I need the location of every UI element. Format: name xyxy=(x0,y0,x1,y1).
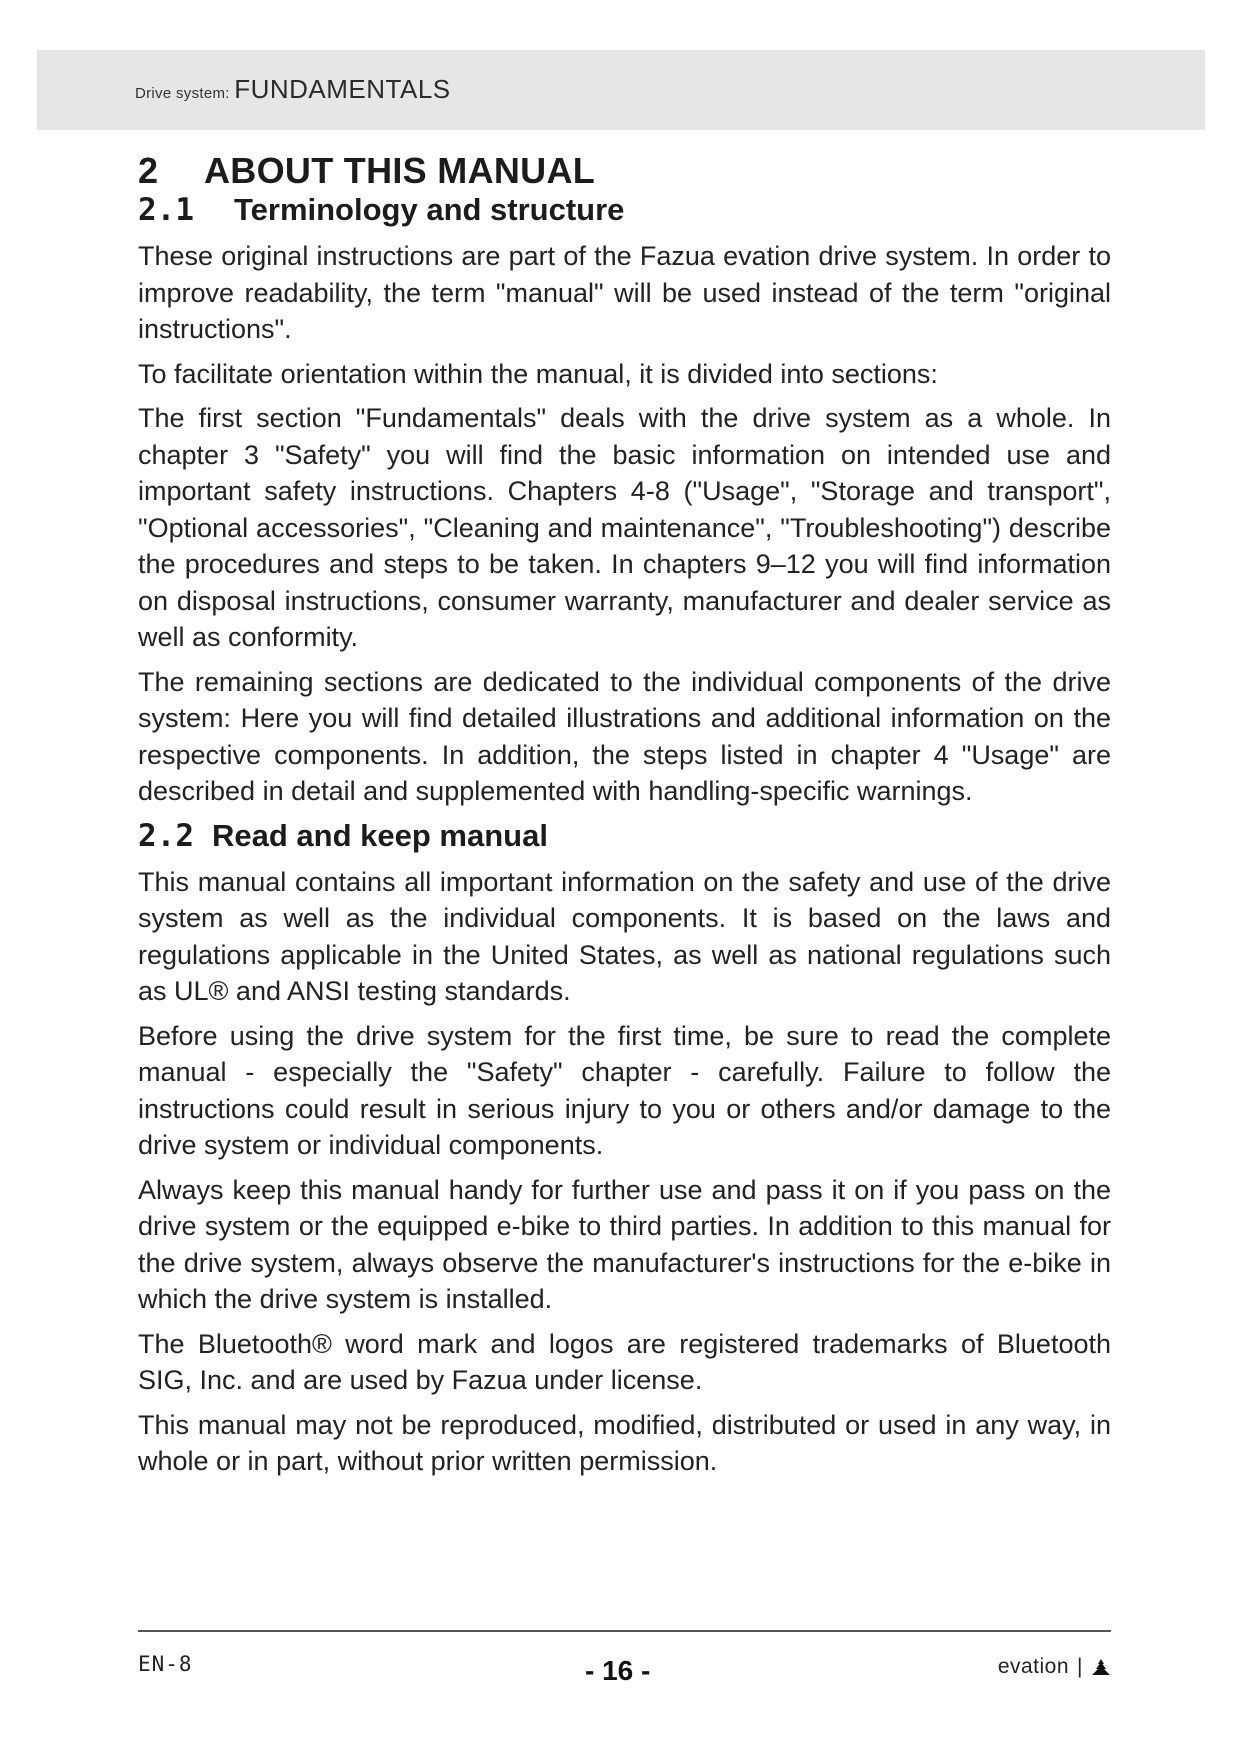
section-number: 2.1 xyxy=(138,192,194,228)
chapter-heading xyxy=(138,150,1111,192)
page-number: - 16 - xyxy=(585,1655,651,1686)
chapter-number: 2 xyxy=(138,150,159,191)
running-header xyxy=(135,74,451,105)
brand-separator: | xyxy=(1077,1655,1083,1678)
footer-doc-code: EN-8 xyxy=(138,1652,193,1676)
header-prefix: Drive system: xyxy=(135,85,230,102)
section-heading-2-2 xyxy=(138,818,1111,854)
header-band xyxy=(37,50,1205,130)
section-title: Read and keep manual xyxy=(212,817,548,853)
paragraph: The first section "Fundamentals" deals with the drive system as a whole. In chapter 3 "Safety" you will find the basic information on intended use and important safety instructions. Chapters 4-8 ("Usage", "Storage and transport", "Optional accessories", "Cleaning and maintenance", "Troubleshooting") describe the procedures and steps to be taken. In chapters 9–12 you will find information on disposal instructions, consumer warranty, manufacturer and dealer service as well as conformity. xyxy=(138,403,1111,652)
footer-divider xyxy=(138,1630,1111,1632)
paragraph: Always keep this manual handy for further use and pass it on if you pass on the drive system or the equipped e-bike to third parties. In addition to this manual for the drive system, always observe the manufacturer's instructions for the e-bike in which the drive system is installed. xyxy=(138,1174,1111,1314)
page-content xyxy=(138,150,1111,1488)
section-heading-2-1 xyxy=(138,192,1111,228)
paragraph: The remaining sections are dedicated to the individual components of the drive system: Here you will find detailed illustrations and additional information on the respective components. In addition, the steps listed in chapter 4 "Usage" are described in detail and supplemented with handling-specific warnings. xyxy=(138,666,1111,806)
brand-name: evation xyxy=(997,1655,1070,1678)
section-number: 2.2 xyxy=(138,817,194,854)
paragraph: This manual may not be reproduced, modified, distributed or used in any way, in whole or in part, without prior written permission. xyxy=(138,1409,1111,1476)
section-title: Terminology and structure xyxy=(234,192,625,227)
paragraph: The Bluetooth® word mark and logos are registered trademarks of Bluetooth SIG, Inc. and are used by Fazua under license. xyxy=(138,1328,1111,1395)
paragraph: This manual contains all important information on the safety and use of the drive system as well as the individual components. It is based on the laws and regulations applicable in the United States, as well as national regulations such as UL® and ANSI testing standards. xyxy=(138,866,1111,1006)
paragraph: To facilitate orientation within the manual, it is divided into sections: xyxy=(138,358,938,389)
paragraph: Before using the drive system for the first time, be sure to read the complete manual - especially the "Safety" chapter - carefully. Failure to follow the instructions could result in serious injury to you or others and/or damage to the drive system or individual components. xyxy=(138,1020,1111,1160)
chapter-title: ABOUT THIS MANUAL xyxy=(204,150,596,191)
header-title: FUNDAMENTALS xyxy=(234,74,451,104)
paragraph: These original instructions are part of the Fazua evation drive system. In order to improve readability, the term "manual" will be used instead of the term "original instructions". xyxy=(138,241,1111,344)
fazua-logo-icon xyxy=(1091,1658,1111,1676)
footer-brand xyxy=(998,1655,1111,1679)
